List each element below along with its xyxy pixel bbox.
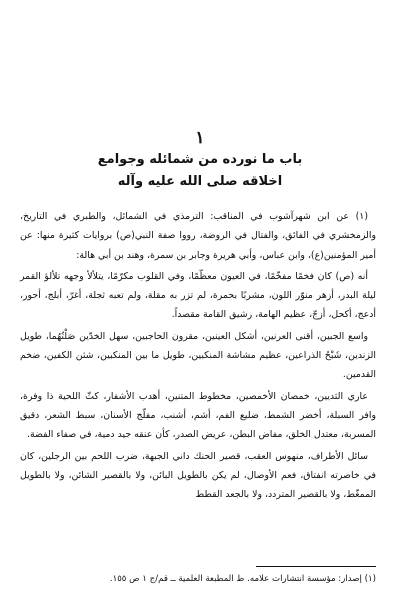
chapter-number: ١ [195, 128, 205, 148]
paragraph-description-face: أنه (ص) كان فخمًا مفخّمًا، في العيون معظّمًا، وفي القلوب مكرّمًا، يتلألأ وجهه تلألؤ القمر ليلة البدر، أزهر منوّر اللون، مشربًا بحمرة، لم تزر به مقلة، ولم تعبه ثجلة، أغرّ، أبلج، أحور، أدعج، أكحل، أزجّ، عظيم الهامة، رشيق القامة مقصداً. [20, 270, 376, 321]
footnote: (١) إصدار: مؤسسة انتشارات علامه. ط المطبعة العلمية ــ قم/ج ١ ص ١٥٥. [109, 574, 376, 584]
paragraph-description-body: عاري الثديين، خمصان الأخمصين، مخطوط المتنين، أهدب الأشفار، كثّ اللحية ذا وفرة، وافر السبلة، أخضر الشمط، ضليع الفم، أشم، أشنب، مفلّج الأسنان، سبط الشعر، دقيق المسربة، معتدل الخلق، مفاض البطن، عريض الصدر، كأن عنقه جيد دمية، في صفاء الفضة. [20, 390, 376, 441]
chapter-title-line-1: باب ما نورده من شمائله وجوامع [97, 152, 303, 167]
paragraph-description-limbs: سائل الأطراف، منهوس العقب، قصير الحنك داني الجبهة، ضرب اللحم بين الرجلين، كان في خاصرته انفتاق، فعم الأوصال، لم يكن بالطويل البائن، ولا بالقصير الشائن، ولا بالطويل الممغّط، ولا بالقصير المتردد، ولا بالجعد القطط [20, 450, 376, 501]
main-text [20, 207, 376, 504]
paragraph-description-brow: واسع الجبين، أقنى العرنين، أشكل العينين، مقرون الحاجبين، سهل الخدّين صَلْتُهُما، طويل الزندين، شَبْحُ الذراعين، عظيم مشاشة المنكبين، طويل ما بين المنكبين، شثن الكفين، ضخم القدمين. [20, 330, 376, 381]
chapter-title-line-2: اخلاقه صلى الله عليه وآله [117, 174, 283, 189]
paragraph-narration: (١) عن ابن شهرآشوب في المناقب: الترمذي في الشمائل، والطبري في التاريخ، والزمخشري في الفائق، والفتال في الروضة، رووا صفة النبي(ص) بروايات كثيرة منها: عن أمير المؤمنين(ع)، وابن عباس، وأبي هريرة وجابر بن سمرة، وهند بن أبي هالة: [20, 211, 376, 261]
footnote-divider [256, 566, 376, 567]
